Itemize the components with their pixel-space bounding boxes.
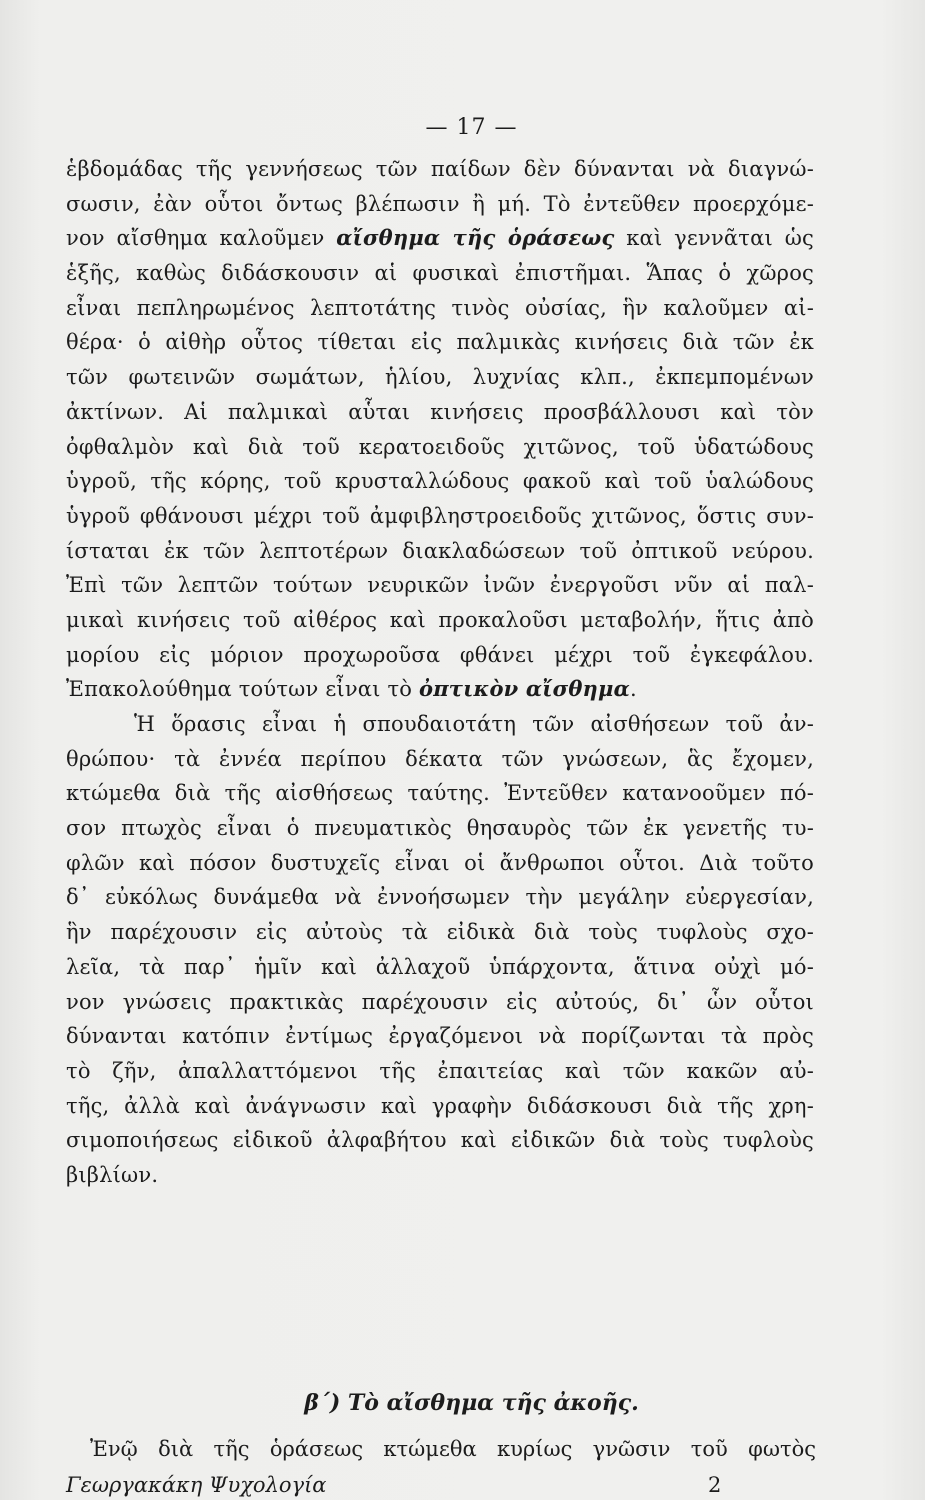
page-number: — 17 — <box>425 115 518 140</box>
printer-signature-mark: 2 <box>708 1473 722 1497</box>
text-run: καὶ γεννᾶται ὡς <box>614 226 814 251</box>
text-line <box>66 672 814 707</box>
text-line: τὸ ζῆν, ἀπαλλαττόμενοι τῆς ἐπαιτείας καὶ τῶν κακῶν αὐ- <box>66 1058 814 1083</box>
text-line: δύνανται κατόπιν ἐντίμως ἐργαζόμενοι νὰ πορίζωνται τὰ πρὸς <box>66 1024 814 1049</box>
text-run: Ἐπακολούθημα τούτων εἶναι τὸ <box>66 677 420 702</box>
text-line: ὀφθαλμὸν καὶ διὰ τοῦ κερατοειδοῦς χιτῶνος, τοῦ ὑδατώδους <box>66 434 814 459</box>
text-line: μορίου εἰς μόριον προχωροῦσα φθάνει μέχρι τοῦ ἐγκεφάλου. <box>66 642 814 667</box>
text-line: Ἡ ὅρασις εἶναι ἡ σπουδαιοτάτη τῶν αἰσθήσεων τοῦ ἀν- <box>134 712 814 736</box>
text-line: ὑγροῦ φθάνουσι μέχρι τοῦ ἀμφιβληστροειδοῦς χιτῶνος, ὅστις συν- <box>66 503 814 528</box>
text-line: βιβλίων. <box>66 1162 159 1187</box>
text-line: θέρα· ὁ αἰθὴρ οὗτος τίθεται εἰς παλμικὰς κινήσεις διὰ τῶν ἐκ <box>66 330 814 355</box>
text-line: τῶν φωτεινῶν σωμάτων, ἡλίου, λυχνίας κλπ., ἐκπεμπομένων <box>66 365 814 390</box>
text-line: σον πτωχὸς εἶναι ὁ πνευματικὸς θησαυρὸς τῶν ἐκ γενετῆς τυ- <box>66 816 814 841</box>
text-line: δ᾽ εὐκόλως δυνάμεθα νὰ ἐννοήσωμεν τὴν μεγάλην εὐεργεσίαν, <box>66 885 814 910</box>
text-line: λεῖα, τὰ παρ᾽ ἡμῖν καὶ ἀλλαχοῦ ὑπάρχοντα, ἅτινα οὐχὶ μό- <box>66 954 814 979</box>
text-line: κτώμεθα διὰ τῆς αἰσθήσεως ταύτης. Ἐντεῦθεν κατανοοῦμεν πό- <box>66 781 814 806</box>
running-footer-title: Γεωργακάκη Ψυχολογία <box>66 1473 327 1497</box>
text-line: ὑγροῦ, τῆς κόρης, τοῦ κρυσταλλώδους φακοῦ καὶ τοῦ ὑαλώδους <box>66 469 814 494</box>
text-line: ἑξῆς, καθὼς διδάσκουσιν αἱ φυσικαὶ ἐπιστῆμαι. Ἅπας ὁ χῶρος <box>66 261 814 286</box>
section-subheading: β΄) Τὸ αἴσθημα τῆς ἀκοῆς. <box>304 1390 639 1416</box>
body-text <box>66 152 814 1193</box>
text-line: ίσταται ἐκ τῶν λεπτοτέρων διακλαδώσεων τοῦ ὀπτικοῦ νεύρου. <box>66 538 814 563</box>
text-line: εἶναι πεπληρωμένος λεπτοτάτης τινὸς οὐσίας, ἣν καλοῦμεν αἰ- <box>66 295 814 320</box>
text-run: νον αἴσθημα καλοῦμεν <box>66 226 337 251</box>
text-line: ἑβδομάδας τῆς γεννήσεως τῶν παίδων δὲν δύνανται νὰ διαγνώ- <box>66 157 814 181</box>
text-line: τῆς, ἀλλὰ καὶ ἀνάγνωσιν καὶ γραφὴν διδάσκουσι διὰ τῆς χρη- <box>66 1093 814 1118</box>
emphasis-term: αἴσθημα τῆς ὁράσεως <box>336 225 615 251</box>
text-line <box>66 221 814 256</box>
text-line: Ἐπὶ τῶν λεπτῶν τούτων νευρικῶν ἰνῶν ἐνεργοῦσι νῦν αἱ παλ- <box>66 573 814 598</box>
text-line: μικαὶ κινήσεις τοῦ αἰθέρος καὶ προκαλοῦσι μεταβολήν, ἥτις ἀπὸ <box>66 607 814 632</box>
text-line: θρώπου· τὰ ἐννέα περίπου δέκατα τῶν γνώσεων, ἃς ἔχομεν, <box>66 746 814 771</box>
text-line: σιμοποιήσεως εἰδικοῦ ἀλφαβήτου καὶ εἰδικῶν διὰ τοὺς τυφλοὺς <box>66 1128 814 1153</box>
text-line: νον γνώσεις πρακτικὰς παρέχουσιν εἰς αὐτούς, δι᾽ ὧν οὗτοι <box>66 989 814 1014</box>
text-line: Ἐνῷ διὰ τῆς ὁράσεως κτώμεθα κυρίως γνῶσιν τοῦ φωτὸς <box>90 1437 816 1461</box>
text-line: ἀκτίνων. Αἱ παλμικαὶ αὗται κινήσεις προσβάλλουσι καὶ τὸν <box>66 399 814 424</box>
text-run: . <box>629 677 637 702</box>
text-line: σωσιν, ἐὰν οὗτοι ὄντως βλέπωσιν ἢ μή. Τὸ ἐντεῦθεν προερχόμε- <box>66 191 814 216</box>
text-line: ἣν παρέχουσιν εἰς αὐτοὺς τὰ εἰδικὰ διὰ τοὺς τυφλοὺς σχο- <box>66 920 814 945</box>
emphasis-term: ὀπτικὸν αἴσθημα <box>419 676 630 702</box>
text-line: φλῶν καὶ πόσον δυστυχεῖς εἶναι οἱ ἄνθρωποι οὗτοι. Διὰ τοῦτο <box>66 850 814 875</box>
